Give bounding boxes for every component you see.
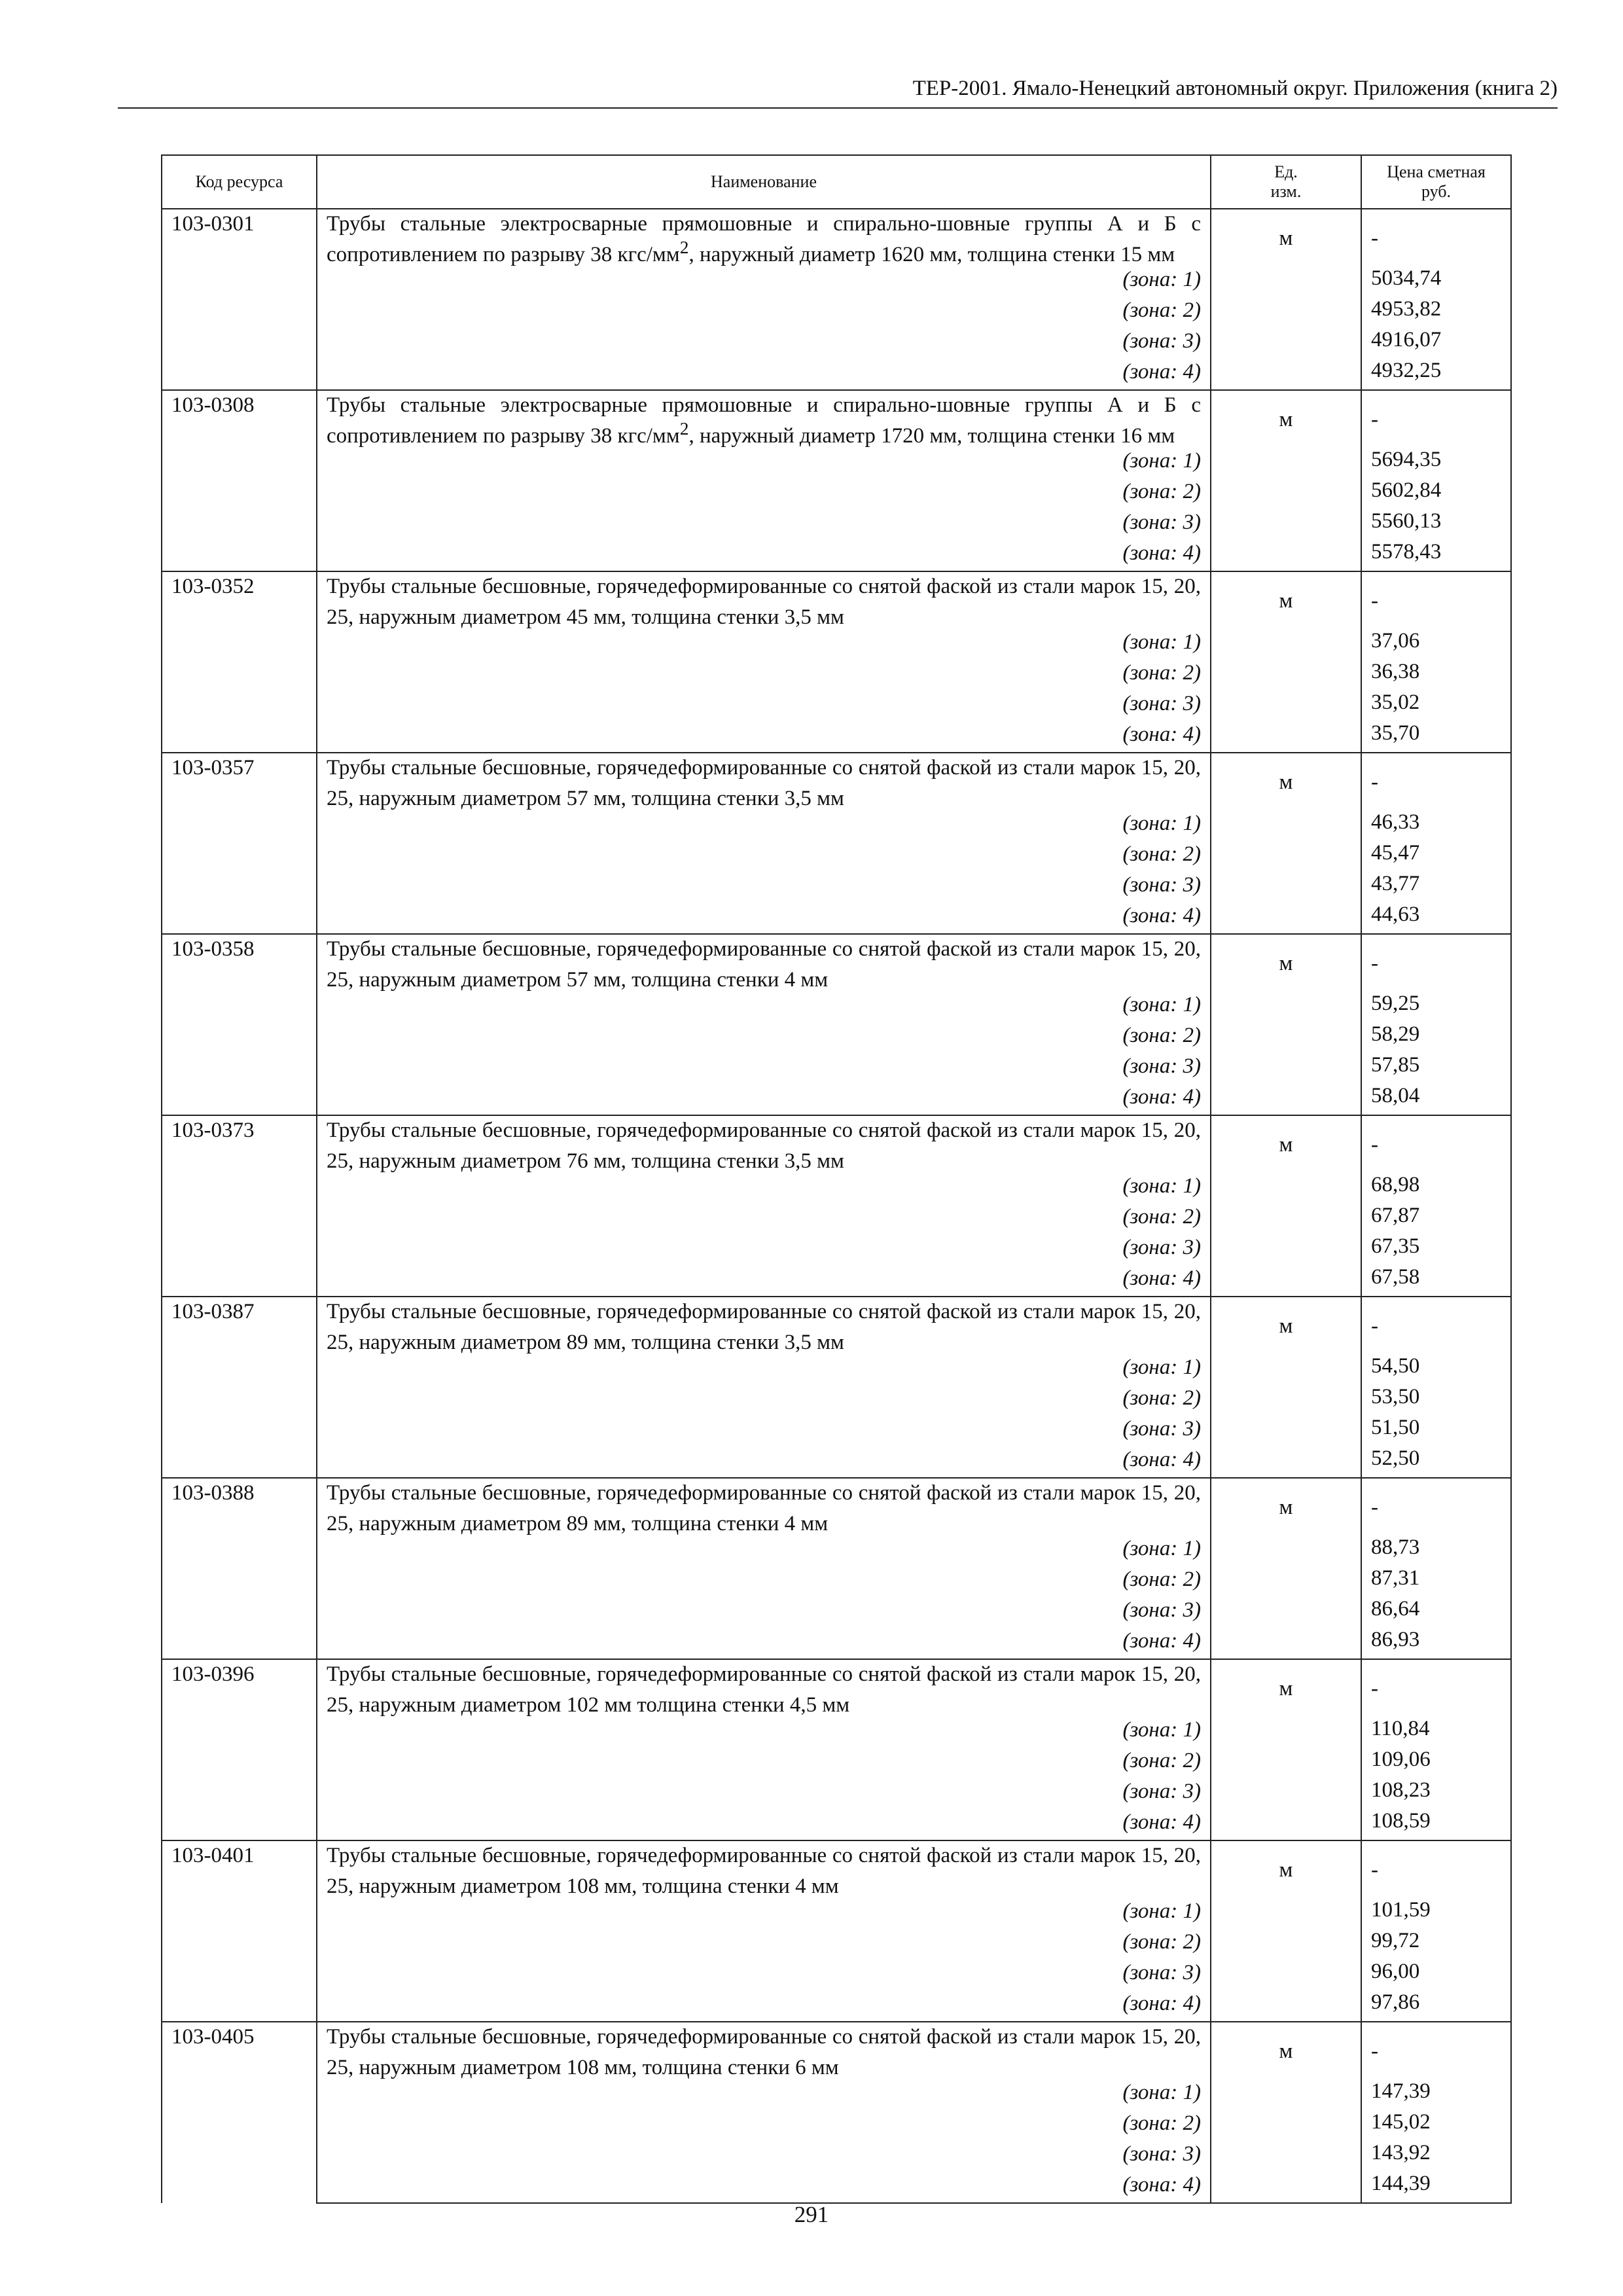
zone-label: (зона: 1) bbox=[317, 1173, 1211, 1204]
zone-row bbox=[162, 2172, 1511, 2203]
zone-row bbox=[162, 1535, 1511, 1566]
zone-price: 68,98 bbox=[1361, 1173, 1511, 1204]
resource-name-text: Трубы стальные бесшовные, горячедеформированные со снятой фаской из стали марок 15, 20, 25, наружным диаметром 45 мм, толщина стенки 3,5 мм bbox=[327, 575, 1201, 629]
zone-label: (зона: 3) bbox=[317, 2141, 1211, 2172]
resource-code: 103-0405 bbox=[162, 2022, 317, 2203]
zone-unit-empty bbox=[1211, 359, 1361, 390]
zone-label: (зона: 2) bbox=[317, 660, 1211, 691]
zone-row bbox=[162, 2141, 1511, 2172]
zone-price: 97,86 bbox=[1361, 1990, 1511, 2022]
resource-code: 103-0388 bbox=[162, 1478, 317, 1659]
unit-header-line1: Ед. bbox=[1274, 162, 1298, 181]
zone-price: 67,58 bbox=[1361, 1265, 1511, 1297]
zone-row bbox=[162, 540, 1511, 571]
zone-unit-empty bbox=[1211, 509, 1361, 540]
unit-cell: м bbox=[1211, 571, 1361, 629]
zone-label: (зона: 2) bbox=[317, 1929, 1211, 1960]
zone-label: (зона: 3) bbox=[317, 1416, 1211, 1446]
zone-row bbox=[162, 2079, 1511, 2110]
zone-unit-empty bbox=[1211, 1597, 1361, 1628]
zone-price: 110,84 bbox=[1361, 1717, 1511, 1748]
zone-label: (зона: 2) bbox=[317, 1022, 1211, 1053]
price-header-line1: Цена сметная bbox=[1387, 162, 1486, 181]
zone-row bbox=[162, 992, 1511, 1022]
resource-name bbox=[317, 390, 1211, 448]
table-row bbox=[162, 1478, 1511, 1535]
zone-unit-empty bbox=[1211, 1809, 1361, 1840]
zone-price: 4932,25 bbox=[1361, 359, 1511, 390]
zone-unit-empty bbox=[1211, 540, 1361, 571]
zone-label: (зона: 4) bbox=[317, 1628, 1211, 1659]
column-header-name: Наименование bbox=[317, 155, 1211, 209]
table-row bbox=[162, 209, 1511, 266]
zone-price: 53,50 bbox=[1361, 1385, 1511, 1416]
zone-price: 101,59 bbox=[1361, 1898, 1511, 1929]
zone-unit-empty bbox=[1211, 1717, 1361, 1748]
table-row bbox=[162, 571, 1511, 629]
zone-unit-empty bbox=[1211, 1265, 1361, 1297]
resource-price-table bbox=[161, 154, 1512, 2204]
table-row bbox=[162, 753, 1511, 810]
resource-code: 103-0396 bbox=[162, 1659, 317, 1840]
table-row bbox=[162, 2022, 1511, 2079]
zone-row bbox=[162, 1929, 1511, 1960]
column-header-price bbox=[1361, 155, 1511, 209]
zone-label: (зона: 3) bbox=[317, 1234, 1211, 1265]
zone-unit-empty bbox=[1211, 448, 1361, 478]
zone-price: 67,87 bbox=[1361, 1204, 1511, 1234]
resource-name-text: Трубы стальные электросварные прямошовные и спирально-шовные группы А и Б с сопротивлением по разрыву 38 кгс/мм bbox=[327, 393, 1201, 448]
zone-price: 35,70 bbox=[1361, 721, 1511, 753]
zone-label: (зона: 4) bbox=[317, 1809, 1211, 1840]
zone-row bbox=[162, 1265, 1511, 1297]
zone-unit-empty bbox=[1211, 1416, 1361, 1446]
zone-price: 5560,13 bbox=[1361, 509, 1511, 540]
zone-label: (зона: 4) bbox=[317, 1084, 1211, 1115]
resource-name-text: Трубы стальные бесшовные, горячедеформированные со снятой фаской из стали марок 15, 20, 25, наружным диаметром 57 мм, толщина стенки 4 мм bbox=[327, 937, 1201, 992]
zone-unit-empty bbox=[1211, 1385, 1361, 1416]
resource-name bbox=[317, 1297, 1211, 1354]
zone-label: (зона: 4) bbox=[317, 359, 1211, 390]
zone-row bbox=[162, 1628, 1511, 1659]
zone-row bbox=[162, 1898, 1511, 1929]
zone-label: (зона: 3) bbox=[317, 691, 1211, 721]
resource-name-text-tail: , наружный диаметр 1620 мм, толщина стенки 15 мм bbox=[688, 243, 1175, 266]
resource-name bbox=[317, 2022, 1211, 2079]
zone-row bbox=[162, 478, 1511, 509]
resource-name-superscript: 2 bbox=[679, 418, 689, 439]
zone-price: 44,63 bbox=[1361, 903, 1511, 934]
zone-row bbox=[162, 721, 1511, 753]
base-price-cell: - bbox=[1361, 1840, 1511, 1898]
resource-name bbox=[317, 1659, 1211, 1717]
zone-unit-empty bbox=[1211, 328, 1361, 359]
unit-header-line2: изм. bbox=[1270, 182, 1302, 201]
resource-name-text: Трубы стальные бесшовные, горячедеформированные со снятой фаской из стали марок 15, 20, 25, наружным диаметром 108 мм, толщина стенки 4 мм bbox=[327, 1844, 1201, 1898]
unit-cell: м bbox=[1211, 209, 1361, 266]
resource-code: 103-0387 bbox=[162, 1297, 317, 1478]
base-price-cell: - bbox=[1361, 1659, 1511, 1717]
zone-row bbox=[162, 1748, 1511, 1778]
zone-row bbox=[162, 691, 1511, 721]
zone-unit-empty bbox=[1211, 297, 1361, 328]
zone-row bbox=[162, 872, 1511, 903]
zone-row bbox=[162, 448, 1511, 478]
zone-row bbox=[162, 1173, 1511, 1204]
zone-row bbox=[162, 1778, 1511, 1809]
zone-label: (зона: 4) bbox=[317, 1265, 1211, 1297]
resource-name-text-tail: , наружный диаметр 1720 мм, толщина стенки 16 мм bbox=[688, 424, 1175, 448]
column-header-unit bbox=[1211, 155, 1361, 209]
zone-price: 5034,74 bbox=[1361, 266, 1511, 297]
zone-unit-empty bbox=[1211, 1535, 1361, 1566]
base-price-cell: - bbox=[1361, 390, 1511, 448]
zone-row bbox=[162, 1717, 1511, 1748]
zone-row bbox=[162, 1354, 1511, 1385]
zone-unit-empty bbox=[1211, 721, 1361, 753]
zone-label: (зона: 3) bbox=[317, 1778, 1211, 1809]
zone-label: (зона: 2) bbox=[317, 297, 1211, 328]
zone-price: 5578,43 bbox=[1361, 540, 1511, 571]
zone-label: (зона: 4) bbox=[317, 1990, 1211, 2022]
zone-row bbox=[162, 1053, 1511, 1084]
zone-price: 4916,07 bbox=[1361, 328, 1511, 359]
zone-price: 58,04 bbox=[1361, 1084, 1511, 1115]
zone-label: (зона: 3) bbox=[317, 1597, 1211, 1628]
resource-code: 103-0401 bbox=[162, 1840, 317, 2022]
zone-unit-empty bbox=[1211, 841, 1361, 872]
zone-price: 51,50 bbox=[1361, 1416, 1511, 1446]
resource-code: 103-0352 bbox=[162, 571, 317, 753]
zone-row bbox=[162, 629, 1511, 660]
zone-price: 52,50 bbox=[1361, 1446, 1511, 1478]
resource-name-text: Трубы стальные бесшовные, горячедеформированные со снятой фаской из стали марок 15, 20, 25, наружным диаметром 57 мм, толщина стенки 3,5 мм bbox=[327, 756, 1201, 810]
resource-code: 103-0357 bbox=[162, 753, 317, 934]
price-header-line2: руб. bbox=[1421, 182, 1452, 201]
resource-code: 103-0301 bbox=[162, 209, 317, 390]
zone-label: (зона: 4) bbox=[317, 2172, 1211, 2203]
base-price-cell: - bbox=[1361, 934, 1511, 992]
zone-label: (зона: 4) bbox=[317, 540, 1211, 571]
resource-name-text: Трубы стальные бесшовные, горячедеформированные со снятой фаской из стали марок 15, 20, 25, наружным диаметром 89 мм, толщина стенки 3,5 мм bbox=[327, 1300, 1201, 1354]
resource-code: 103-0358 bbox=[162, 934, 317, 1115]
zone-price: 37,06 bbox=[1361, 629, 1511, 660]
zone-label: (зона: 3) bbox=[317, 872, 1211, 903]
zone-label: (зона: 1) bbox=[317, 992, 1211, 1022]
zone-unit-empty bbox=[1211, 1234, 1361, 1265]
zone-unit-empty bbox=[1211, 660, 1361, 691]
table-row bbox=[162, 1840, 1511, 1898]
table-body bbox=[162, 209, 1511, 2203]
zone-unit-empty bbox=[1211, 1204, 1361, 1234]
zone-label: (зона: 1) bbox=[317, 448, 1211, 478]
unit-cell: м bbox=[1211, 1840, 1361, 1898]
page-number: 291 bbox=[794, 2202, 829, 2227]
zone-unit-empty bbox=[1211, 1628, 1361, 1659]
zone-unit-empty bbox=[1211, 2141, 1361, 2172]
zone-unit-empty bbox=[1211, 992, 1361, 1022]
resource-name-text: Трубы стальные бесшовные, горячедеформированные со снятой фаской из стали марок 15, 20, 25, наружным диаметром 102 мм толщина стенки 4,5 мм bbox=[327, 1662, 1201, 1717]
zone-row bbox=[162, 328, 1511, 359]
resource-name bbox=[317, 753, 1211, 810]
table-row bbox=[162, 1297, 1511, 1354]
resource-name bbox=[317, 571, 1211, 629]
zone-price: 86,93 bbox=[1361, 1628, 1511, 1659]
zone-label: (зона: 2) bbox=[317, 2110, 1211, 2141]
unit-cell: м bbox=[1211, 1478, 1361, 1535]
zone-row bbox=[162, 1385, 1511, 1416]
zone-row bbox=[162, 1446, 1511, 1478]
zone-label: (зона: 1) bbox=[317, 266, 1211, 297]
unit-cell: м bbox=[1211, 1659, 1361, 1717]
zone-label: (зона: 2) bbox=[317, 1566, 1211, 1597]
zone-label: (зона: 2) bbox=[317, 1385, 1211, 1416]
zone-price: 108,59 bbox=[1361, 1809, 1511, 1840]
zone-label: (зона: 2) bbox=[317, 1748, 1211, 1778]
base-price-cell: - bbox=[1361, 1478, 1511, 1535]
zone-label: (зона: 1) bbox=[317, 810, 1211, 841]
zone-unit-empty bbox=[1211, 1929, 1361, 1960]
zone-price: 99,72 bbox=[1361, 1929, 1511, 1960]
zone-price: 87,31 bbox=[1361, 1566, 1511, 1597]
table-header-row bbox=[162, 155, 1511, 209]
base-price-cell: - bbox=[1361, 571, 1511, 629]
zone-unit-empty bbox=[1211, 478, 1361, 509]
zone-label: (зона: 3) bbox=[317, 1053, 1211, 1084]
resource-name bbox=[317, 209, 1211, 266]
resource-name-superscript: 2 bbox=[679, 237, 689, 257]
resource-code: 103-0308 bbox=[162, 390, 317, 571]
unit-cell: м bbox=[1211, 1297, 1361, 1354]
zone-row bbox=[162, 266, 1511, 297]
zone-label: (зона: 1) bbox=[317, 2079, 1211, 2110]
zone-row bbox=[162, 841, 1511, 872]
zone-row bbox=[162, 1809, 1511, 1840]
base-price-cell: - bbox=[1361, 2022, 1511, 2079]
zone-price: 57,85 bbox=[1361, 1053, 1511, 1084]
table-row bbox=[162, 1659, 1511, 1717]
zone-row bbox=[162, 359, 1511, 390]
zone-price: 58,29 bbox=[1361, 1022, 1511, 1053]
zone-row bbox=[162, 1597, 1511, 1628]
zone-price: 144,39 bbox=[1361, 2172, 1511, 2203]
zone-row bbox=[162, 903, 1511, 934]
zone-label: (зона: 1) bbox=[317, 629, 1211, 660]
zone-row bbox=[162, 297, 1511, 328]
zone-unit-empty bbox=[1211, 1960, 1361, 1990]
zone-price: 5602,84 bbox=[1361, 478, 1511, 509]
zone-unit-empty bbox=[1211, 1748, 1361, 1778]
zone-price: 108,23 bbox=[1361, 1778, 1511, 1809]
zone-row bbox=[162, 1990, 1511, 2022]
zone-row bbox=[162, 1234, 1511, 1265]
zone-unit-empty bbox=[1211, 1053, 1361, 1084]
zone-price: 45,47 bbox=[1361, 841, 1511, 872]
zone-price: 96,00 bbox=[1361, 1960, 1511, 1990]
resource-name-text: Трубы стальные электросварные прямошовные и спирально-шовные группы А и Б с сопротивлением по разрыву 38 кгс/мм bbox=[327, 212, 1201, 266]
resource-name bbox=[317, 1115, 1211, 1173]
zone-label: (зона: 1) bbox=[317, 1354, 1211, 1385]
base-price-cell: - bbox=[1361, 1115, 1511, 1173]
zone-price: 36,38 bbox=[1361, 660, 1511, 691]
unit-cell: м bbox=[1211, 934, 1361, 992]
zone-unit-empty bbox=[1211, 1446, 1361, 1478]
zone-unit-empty bbox=[1211, 266, 1361, 297]
zone-unit-empty bbox=[1211, 1173, 1361, 1204]
zone-price: 86,64 bbox=[1361, 1597, 1511, 1628]
resource-name-text: Трубы стальные бесшовные, горячедеформированные со снятой фаской из стали марок 15, 20, 25, наружным диаметром 108 мм, толщина стенки 6 мм bbox=[327, 2025, 1201, 2079]
resource-name bbox=[317, 934, 1211, 992]
zone-row bbox=[162, 2110, 1511, 2141]
zone-price: 5694,35 bbox=[1361, 448, 1511, 478]
zone-unit-empty bbox=[1211, 2110, 1361, 2141]
zone-row bbox=[162, 810, 1511, 841]
zone-unit-empty bbox=[1211, 1898, 1361, 1929]
zone-price: 46,33 bbox=[1361, 810, 1511, 841]
zone-unit-empty bbox=[1211, 691, 1361, 721]
base-price-cell: - bbox=[1361, 753, 1511, 810]
zone-unit-empty bbox=[1211, 903, 1361, 934]
zone-label: (зона: 4) bbox=[317, 1446, 1211, 1478]
resource-name-text: Трубы стальные бесшовные, горячедеформированные со снятой фаской из стали марок 15, 20, 25, наружным диаметром 76 мм, толщина стенки 3,5 мм bbox=[327, 1119, 1201, 1173]
zone-price: 145,02 bbox=[1361, 2110, 1511, 2141]
running-header: ТЕР-2001. Ямало-Ненецкий автономный округ. Приложения (книга 2) bbox=[118, 73, 1558, 109]
zone-unit-empty bbox=[1211, 872, 1361, 903]
zone-label: (зона: 2) bbox=[317, 1204, 1211, 1234]
zone-unit-empty bbox=[1211, 1990, 1361, 2022]
resource-name bbox=[317, 1840, 1211, 1898]
zone-unit-empty bbox=[1211, 1566, 1361, 1597]
zone-unit-empty bbox=[1211, 2079, 1361, 2110]
zone-label: (зона: 2) bbox=[317, 841, 1211, 872]
zone-unit-empty bbox=[1211, 810, 1361, 841]
column-header-code: Код ресурса bbox=[162, 155, 317, 209]
zone-label: (зона: 3) bbox=[317, 1960, 1211, 1990]
base-price-cell: - bbox=[1361, 1297, 1511, 1354]
resource-code: 103-0373 bbox=[162, 1115, 317, 1297]
zone-row bbox=[162, 509, 1511, 540]
zone-label: (зона: 1) bbox=[317, 1535, 1211, 1566]
zone-price: 54,50 bbox=[1361, 1354, 1511, 1385]
zone-price: 59,25 bbox=[1361, 992, 1511, 1022]
zone-price: 109,06 bbox=[1361, 1748, 1511, 1778]
zone-price: 88,73 bbox=[1361, 1535, 1511, 1566]
unit-cell: м bbox=[1211, 1115, 1361, 1173]
table-row bbox=[162, 934, 1511, 992]
base-price-cell: - bbox=[1361, 209, 1511, 266]
zone-label: (зона: 3) bbox=[317, 328, 1211, 359]
resource-name bbox=[317, 1478, 1211, 1535]
zone-row bbox=[162, 1416, 1511, 1446]
zone-label: (зона: 1) bbox=[317, 1717, 1211, 1748]
zone-price: 35,02 bbox=[1361, 691, 1511, 721]
zone-price: 67,35 bbox=[1361, 1234, 1511, 1265]
unit-cell: м bbox=[1211, 2022, 1361, 2079]
zone-row bbox=[162, 1022, 1511, 1053]
unit-cell: м bbox=[1211, 390, 1361, 448]
zone-price: 4953,82 bbox=[1361, 297, 1511, 328]
zone-label: (зона: 4) bbox=[317, 903, 1211, 934]
zone-label: (зона: 3) bbox=[317, 509, 1211, 540]
zone-unit-empty bbox=[1211, 1354, 1361, 1385]
zone-label: (зона: 4) bbox=[317, 721, 1211, 753]
zone-price: 147,39 bbox=[1361, 2079, 1511, 2110]
unit-cell: м bbox=[1211, 753, 1361, 810]
table-row bbox=[162, 390, 1511, 448]
zone-row bbox=[162, 1960, 1511, 1990]
zone-label: (зона: 2) bbox=[317, 478, 1211, 509]
zone-unit-empty bbox=[1211, 1084, 1361, 1115]
table-row bbox=[162, 1115, 1511, 1173]
zone-label: (зона: 1) bbox=[317, 1898, 1211, 1929]
zone-unit-empty bbox=[1211, 1022, 1361, 1053]
zone-price: 43,77 bbox=[1361, 872, 1511, 903]
zone-unit-empty bbox=[1211, 1778, 1361, 1809]
zone-unit-empty bbox=[1211, 2172, 1361, 2203]
zone-row bbox=[162, 660, 1511, 691]
resource-name-text: Трубы стальные бесшовные, горячедеформированные со снятой фаской из стали марок 15, 20, 25, наружным диаметром 89 мм, толщина стенки 4 мм bbox=[327, 1481, 1201, 1535]
zone-row bbox=[162, 1084, 1511, 1115]
zone-row bbox=[162, 1566, 1511, 1597]
zone-row bbox=[162, 1204, 1511, 1234]
zone-unit-empty bbox=[1211, 629, 1361, 660]
zone-price: 143,92 bbox=[1361, 2141, 1511, 2172]
